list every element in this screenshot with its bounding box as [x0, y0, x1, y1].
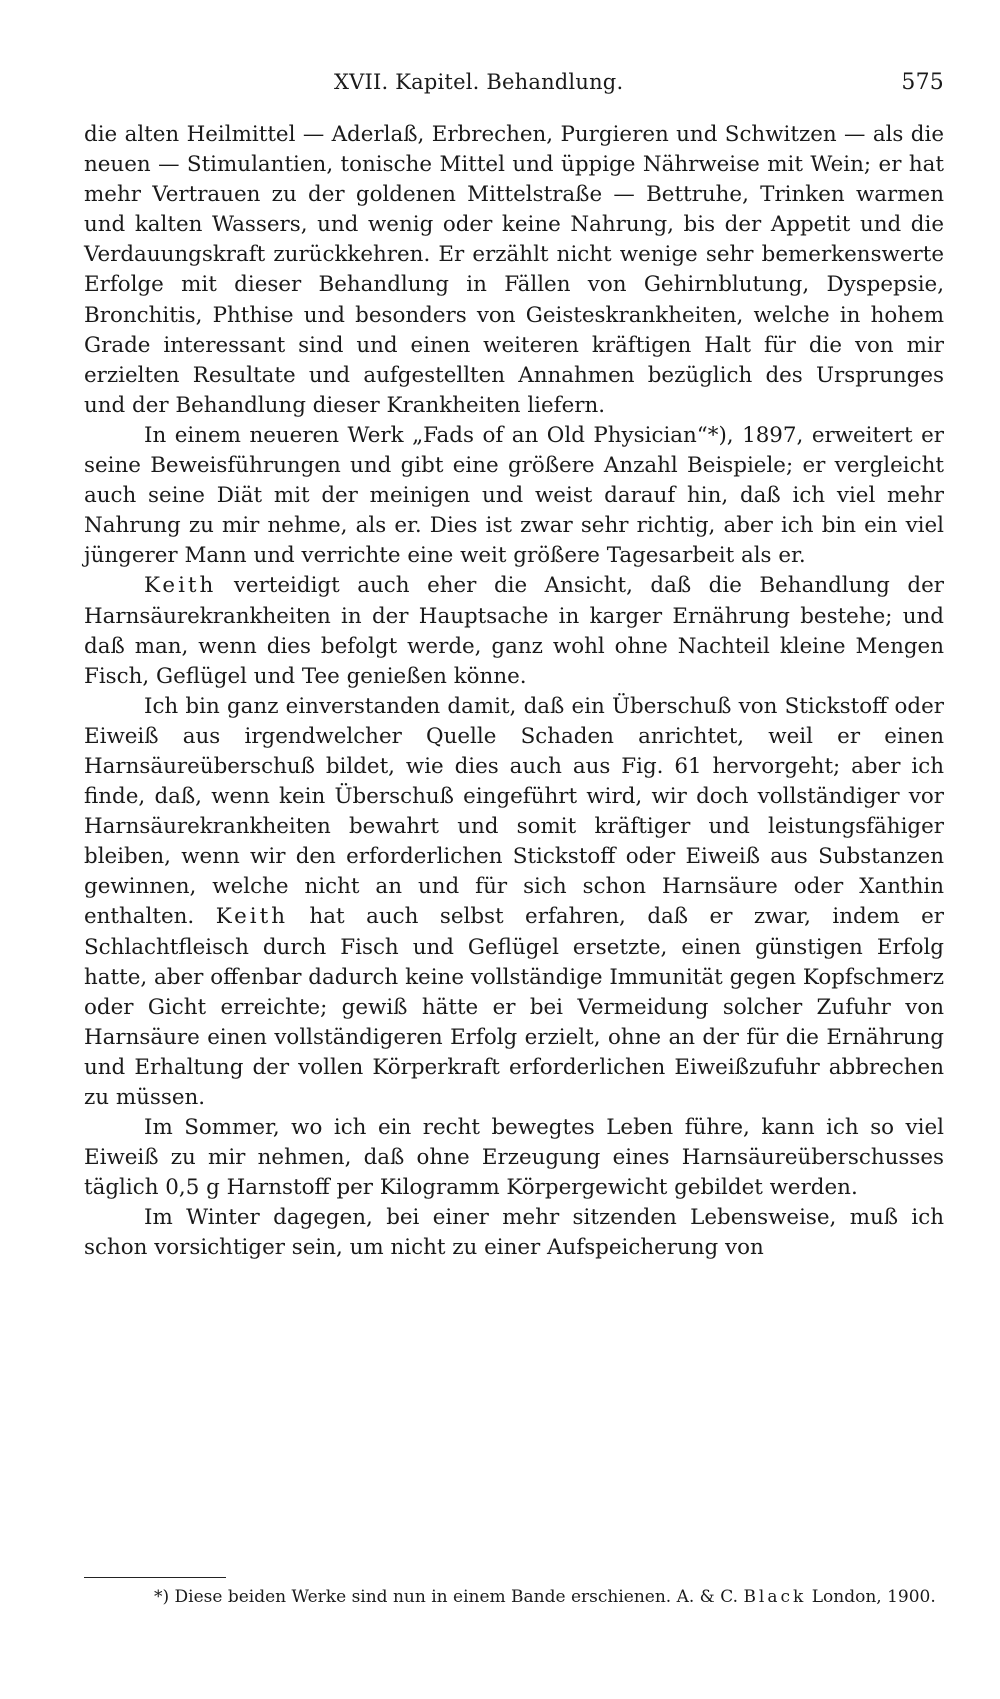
- body-text: [84, 120, 944, 1264]
- footnote-publisher: Black: [743, 1587, 807, 1607]
- footnote-text: *) Diese beiden Werke sind nun in einem Bande erschienen. A. & C.: [154, 1587, 744, 1607]
- paragraph-2: [84, 421, 944, 571]
- paragraph-2-text: In einem neueren Werk „Fads of an Old Physician“*), 1897, erweitert er seine Beweisführungen und gibt eine größere Anzahl Beispiele; er vergleicht auch seine Diät mit der meinigen und weist darauf hin, daß ich viel mehr Nahrung zu mir nehme, als er. Dies ist zwar sehr richtig, aber ich bin ein viel jüngerer Mann und verrichte eine weit größere Tagesarbeit als er.: [84, 422, 944, 569]
- footnote: [84, 1584, 944, 1610]
- paragraph-4-text-a: Ich bin ganz einverstanden damit, daß ein Überschuß von Stickstoff oder Eiweiß aus irgendwelcher Quelle Schaden anrichtet, weil er einen Harnsäureüberschuß bildet, wie dies auch aus Fig. 61 hervorgeht; aber ich finde, daß, wenn kein Überschuß eingeführt wird, wir doch vollständiger vor Harnsäurekrankheiten bewahrt und somit kräftiger und leistungsfähiger bleiben, wenn wir den erforderlichen Stickstoff oder Eiweiß aus Substanzen gewinnen, welche nicht an und für sich schon Harnsäure oder Xanthin enthalten.: [84, 693, 944, 930]
- chapter-title: XVII. Kapitel. Behandlung.: [334, 70, 624, 94]
- paragraph-3-text: verteidigt auch eher die Ansicht, daß die Behandlung der Harnsäurekrankheiten in der Hauptsache in karger Ernährung bestehe; und daß man, wenn dies befolgt werde, ganz wohl ohne Nachteil kleine Mengen Fisch, Geflügel und Tee genießen könne.: [84, 573, 944, 689]
- page-number: 575: [901, 70, 944, 95]
- paragraph-3: [84, 571, 944, 691]
- paragraph-1: [84, 120, 944, 421]
- author-name-keith-2: Keith: [215, 904, 288, 930]
- paragraph-5: [84, 1113, 944, 1203]
- paragraph-6-text: Im Winter dagegen, bei einer mehr sitzenden Lebensweise, muß ich schon vorsichtiger sein, um nicht zu einer Aufspeicherung von: [84, 1205, 944, 1261]
- footnote-text-end: London, 1900.: [806, 1587, 936, 1607]
- paragraph-6: [84, 1203, 944, 1263]
- paragraph-4: [84, 692, 944, 1113]
- paragraph-1-text: die alten Heilmittel — Aderlaß, Erbrechen, Purgieren und Schwitzen — als die neuen — Stimulantien, tonische Mittel und üppige Nährweise mit Wein; er hat mehr Vertrauen zu der goldenen Mittelstraße — Bettruhe, Trinken warmen und kalten Wassers, und wenig oder keine Nahrung, bis der Appetit und die Verdauungskraft zurückkehren. Er erzählt nicht wenige sehr bemerkenswerte Erfolge mit dieser Behandlung in Fällen von Gehirnblutung, Dyspepsie, Bronchitis, Phthise und besonders von Geisteskrankheiten, welche in hohem Grade interessant sind und einen weiteren kräftigen Halt für die von mir erzielten Resultate und aufgestellten Annahmen bezüglich des Ursprunges und der Behandlung dieser Krankheiten liefern.: [84, 122, 944, 418]
- paragraph-4-text-b: hat auch selbst erfahren, daß er zwar, indem er Schlachtfleisch durch Fisch und Geflügel ersetzte, einen günstigen Erfolg hatte, aber offenbar dadurch keine vollständige Immunität gegen Kopfschmerz oder Gicht erreichte; gewiß hätte er bei Vermeidung solcher Zufuhr von Harnsäure einen vollständigeren Erfolg erzielt, ohne an der für die Ernährung und Erhaltung der vollen Körperkraft erforderlichen Eiweißzufuhr abbrechen zu müssen.: [84, 904, 944, 1110]
- running-head: [84, 70, 944, 100]
- footnote-rule: [84, 1577, 226, 1578]
- paragraph-5-text: Im Sommer, wo ich ein recht bewegtes Leben führe, kann ich so viel Eiweiß zu mir nehmen, daß ohne Erzeugung eines Harnsäureüberschusses täglich 0,5 g Harnstoff per Kilogramm Körpergewicht gebildet werden.: [84, 1115, 944, 1201]
- author-name-keith: Keith: [144, 573, 217, 599]
